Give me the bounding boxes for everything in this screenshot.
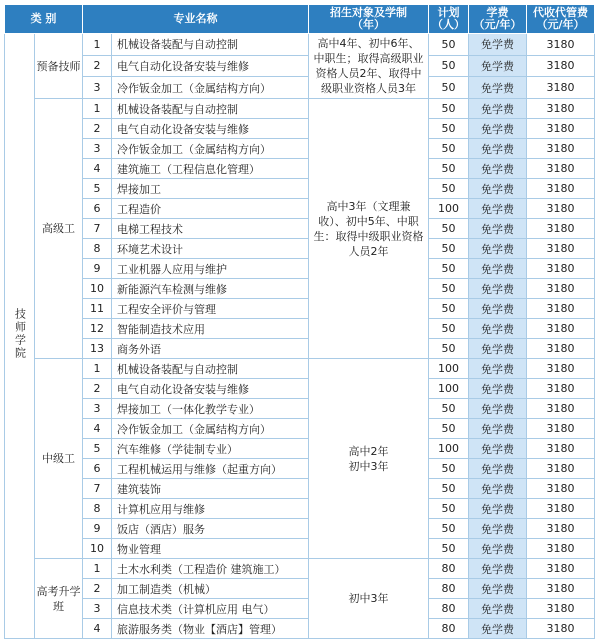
plan-count: 50 [429,55,469,77]
tuition-value: 免学费 [469,439,527,459]
major-name: 商务外语 [112,339,309,359]
row-number: 7 [83,479,112,499]
managed-fee: 3180 [527,559,595,579]
managed-fee: 3180 [527,159,595,179]
tuition-value: 免学费 [469,279,527,299]
table-row [5,519,595,539]
managed-fee: 3180 [527,77,595,99]
row-number: 3 [83,599,112,619]
major-name: 电气自动化设备安装与维修 [112,119,309,139]
tuition-value: 免学费 [469,599,527,619]
header-row [5,5,595,34]
major-name: 汽车维修（学徒制专业） [112,439,309,459]
group-name: 预备技师 [35,34,83,99]
major-name: 加工制造类（机械） [112,579,309,599]
managed-fee: 3180 [527,379,595,399]
major-name: 物业管理 [112,539,309,559]
tuition-value: 免学费 [469,55,527,77]
table-row [5,119,595,139]
table-row [5,199,595,219]
header-fee: 代收代管费 （元/年） [527,5,595,34]
major-name: 工程造价 [112,199,309,219]
enrollment-table [4,4,595,639]
plan-count: 50 [429,499,469,519]
tuition-value: 免学费 [469,219,527,239]
row-number: 10 [83,539,112,559]
row-number: 6 [83,199,112,219]
requirement-cell: 初中3年 [309,559,429,639]
plan-count: 50 [429,259,469,279]
table-row [5,259,595,279]
table-row [5,559,595,579]
plan-count: 50 [429,219,469,239]
major-name: 焊接加工 [112,179,309,199]
tuition-value: 免学费 [469,579,527,599]
major-name: 环境艺术设计 [112,239,309,259]
managed-fee: 3180 [527,439,595,459]
row-number: 6 [83,459,112,479]
row-number: 1 [83,359,112,379]
tuition-value: 免学费 [469,399,527,419]
tuition-value: 免学费 [469,379,527,399]
table-row [5,319,595,339]
major-name: 旅游服务类（物业【酒店】管理） [112,619,309,639]
tuition-value: 免学费 [469,519,527,539]
row-number: 12 [83,319,112,339]
plan-count: 100 [429,199,469,219]
managed-fee: 3180 [527,419,595,439]
table-body [5,34,595,639]
major-name: 工程安全评价与管理 [112,299,309,319]
major-name: 机械设备装配与自动控制 [112,99,309,119]
plan-count: 100 [429,379,469,399]
row-number: 8 [83,239,112,259]
plan-count: 50 [429,419,469,439]
table-row [5,399,595,419]
managed-fee: 3180 [527,259,595,279]
row-number: 1 [83,34,112,56]
plan-count: 50 [429,239,469,259]
row-number: 4 [83,419,112,439]
tuition-value: 免学费 [469,359,527,379]
table-row [5,179,595,199]
row-number: 9 [83,259,112,279]
table-row [5,439,595,459]
managed-fee: 3180 [527,239,595,259]
major-name: 冷作钣金加工（金属结构方向） [112,77,309,99]
plan-count: 50 [429,459,469,479]
managed-fee: 3180 [527,359,595,379]
school-cell [5,34,35,639]
row-number: 1 [83,99,112,119]
managed-fee: 3180 [527,55,595,77]
header-tuition: 学费 （元/年） [469,5,527,34]
major-name: 智能制造技术应用 [112,319,309,339]
tuition-value: 免学费 [469,77,527,99]
major-name: 电梯工程技术 [112,219,309,239]
table-row [5,299,595,319]
tuition-value: 免学费 [469,319,527,339]
managed-fee: 3180 [527,299,595,319]
header-plan: 计划 （人） [429,5,469,34]
table-row [5,459,595,479]
row-number: 11 [83,299,112,319]
plan-count: 50 [429,99,469,119]
managed-fee: 3180 [527,179,595,199]
requirement-cell: 高中2年 初中3年 [309,359,429,559]
managed-fee: 3180 [527,279,595,299]
group-name: 中级工 [35,359,83,559]
table-row [5,379,595,399]
plan-count: 50 [429,339,469,359]
major-name: 建筑装饰 [112,479,309,499]
major-name: 冷作钣金加工（金属结构方向） [112,419,309,439]
table-row [5,479,595,499]
plan-count: 80 [429,559,469,579]
managed-fee: 3180 [527,459,595,479]
plan-count: 80 [429,579,469,599]
row-number: 3 [83,77,112,99]
tuition-value: 免学费 [469,199,527,219]
plan-count: 50 [429,479,469,499]
enrollment-table-container [4,4,594,639]
row-number: 2 [83,55,112,77]
row-number: 7 [83,219,112,239]
plan-count: 50 [429,159,469,179]
row-number: 10 [83,279,112,299]
tuition-value: 免学费 [469,459,527,479]
table-row [5,219,595,239]
managed-fee: 3180 [527,219,595,239]
plan-count: 80 [429,599,469,619]
major-name: 土木水利类（工程造价 建筑施工） [112,559,309,579]
plan-count: 50 [429,519,469,539]
tuition-value: 免学费 [469,179,527,199]
table-row [5,419,595,439]
table-row [5,139,595,159]
header-major: 专业名称 [83,5,309,34]
row-number: 2 [83,379,112,399]
table-row [5,599,595,619]
major-name: 电气自动化设备安装与维修 [112,379,309,399]
plan-count: 50 [429,319,469,339]
table-row [5,77,595,99]
plan-count: 50 [429,34,469,56]
row-number: 2 [83,579,112,599]
major-name: 建筑施工（工程信息化管理） [112,159,309,179]
requirement-cell: 高中4年、初中6年、中职生；取得高级职业资格人员2年、取得中级职业资格人员3年 [309,34,429,99]
managed-fee: 3180 [527,599,595,619]
group-name: 高考升学班 [35,559,83,639]
plan-count: 50 [429,399,469,419]
tuition-value: 免学费 [469,299,527,319]
major-name: 机械设备装配与自动控制 [112,34,309,56]
tuition-value: 免学费 [469,619,527,639]
major-name: 冷作钣金加工（金属结构方向） [112,139,309,159]
managed-fee: 3180 [527,499,595,519]
managed-fee: 3180 [527,519,595,539]
major-name: 新能源汽车检测与维修 [112,279,309,299]
plan-count: 50 [429,77,469,99]
table-row [5,339,595,359]
tuition-value: 免学费 [469,239,527,259]
managed-fee: 3180 [527,99,595,119]
tuition-value: 免学费 [469,479,527,499]
managed-fee: 3180 [527,319,595,339]
major-name: 信息技术类（计算机应用 电气） [112,599,309,619]
major-name: 工程机械运用与维修（起重方向） [112,459,309,479]
school-label: 技师学院 [13,307,27,360]
table-row [5,279,595,299]
table-row [5,539,595,559]
table-row [5,99,595,119]
tuition-value: 免学费 [469,34,527,56]
tuition-value: 免学费 [469,259,527,279]
managed-fee: 3180 [527,539,595,559]
row-number: 4 [83,159,112,179]
major-name: 电气自动化设备安装与维修 [112,55,309,77]
table-row [5,239,595,259]
row-number: 13 [83,339,112,359]
table-row [5,359,595,379]
managed-fee: 3180 [527,579,595,599]
managed-fee: 3180 [527,199,595,219]
row-number: 1 [83,559,112,579]
plan-count: 50 [429,179,469,199]
plan-count: 50 [429,539,469,559]
tuition-value: 免学费 [469,419,527,439]
major-name: 计算机应用与维修 [112,499,309,519]
plan-count: 50 [429,299,469,319]
tuition-value: 免学费 [469,119,527,139]
row-number: 3 [83,139,112,159]
tuition-value: 免学费 [469,499,527,519]
tuition-value: 免学费 [469,539,527,559]
row-number: 4 [83,619,112,639]
table-row [5,159,595,179]
tuition-value: 免学费 [469,559,527,579]
header-category: 类 别 [5,5,83,34]
row-number: 2 [83,119,112,139]
managed-fee: 3180 [527,339,595,359]
plan-count: 50 [429,139,469,159]
tuition-value: 免学费 [469,99,527,119]
managed-fee: 3180 [527,399,595,419]
major-name: 工业机器人应用与维护 [112,259,309,279]
major-name: 机械设备装配与自动控制 [112,359,309,379]
managed-fee: 3180 [527,619,595,639]
plan-count: 50 [429,279,469,299]
managed-fee: 3180 [527,139,595,159]
row-number: 3 [83,399,112,419]
managed-fee: 3180 [527,119,595,139]
tuition-value: 免学费 [469,159,527,179]
plan-count: 100 [429,439,469,459]
row-number: 5 [83,439,112,459]
managed-fee: 3180 [527,34,595,56]
row-number: 5 [83,179,112,199]
table-row [5,579,595,599]
table-row [5,499,595,519]
managed-fee: 3180 [527,479,595,499]
requirement-cell: 高中3年（文理兼收）、初中5年、中职生：取得中级职业资格人员2年 [309,99,429,359]
plan-count: 100 [429,359,469,379]
plan-count: 80 [429,619,469,639]
table-row [5,55,595,77]
group-name: 高级工 [35,99,83,359]
tuition-value: 免学费 [469,139,527,159]
major-name: 焊接加工（一体化教学专业） [112,399,309,419]
plan-count: 50 [429,119,469,139]
table-row [5,34,595,56]
row-number: 9 [83,519,112,539]
major-name: 饭店（酒店）服务 [112,519,309,539]
tuition-value: 免学费 [469,339,527,359]
header-requirement: 招生对象及学制 （年） [309,5,429,34]
row-number: 8 [83,499,112,519]
